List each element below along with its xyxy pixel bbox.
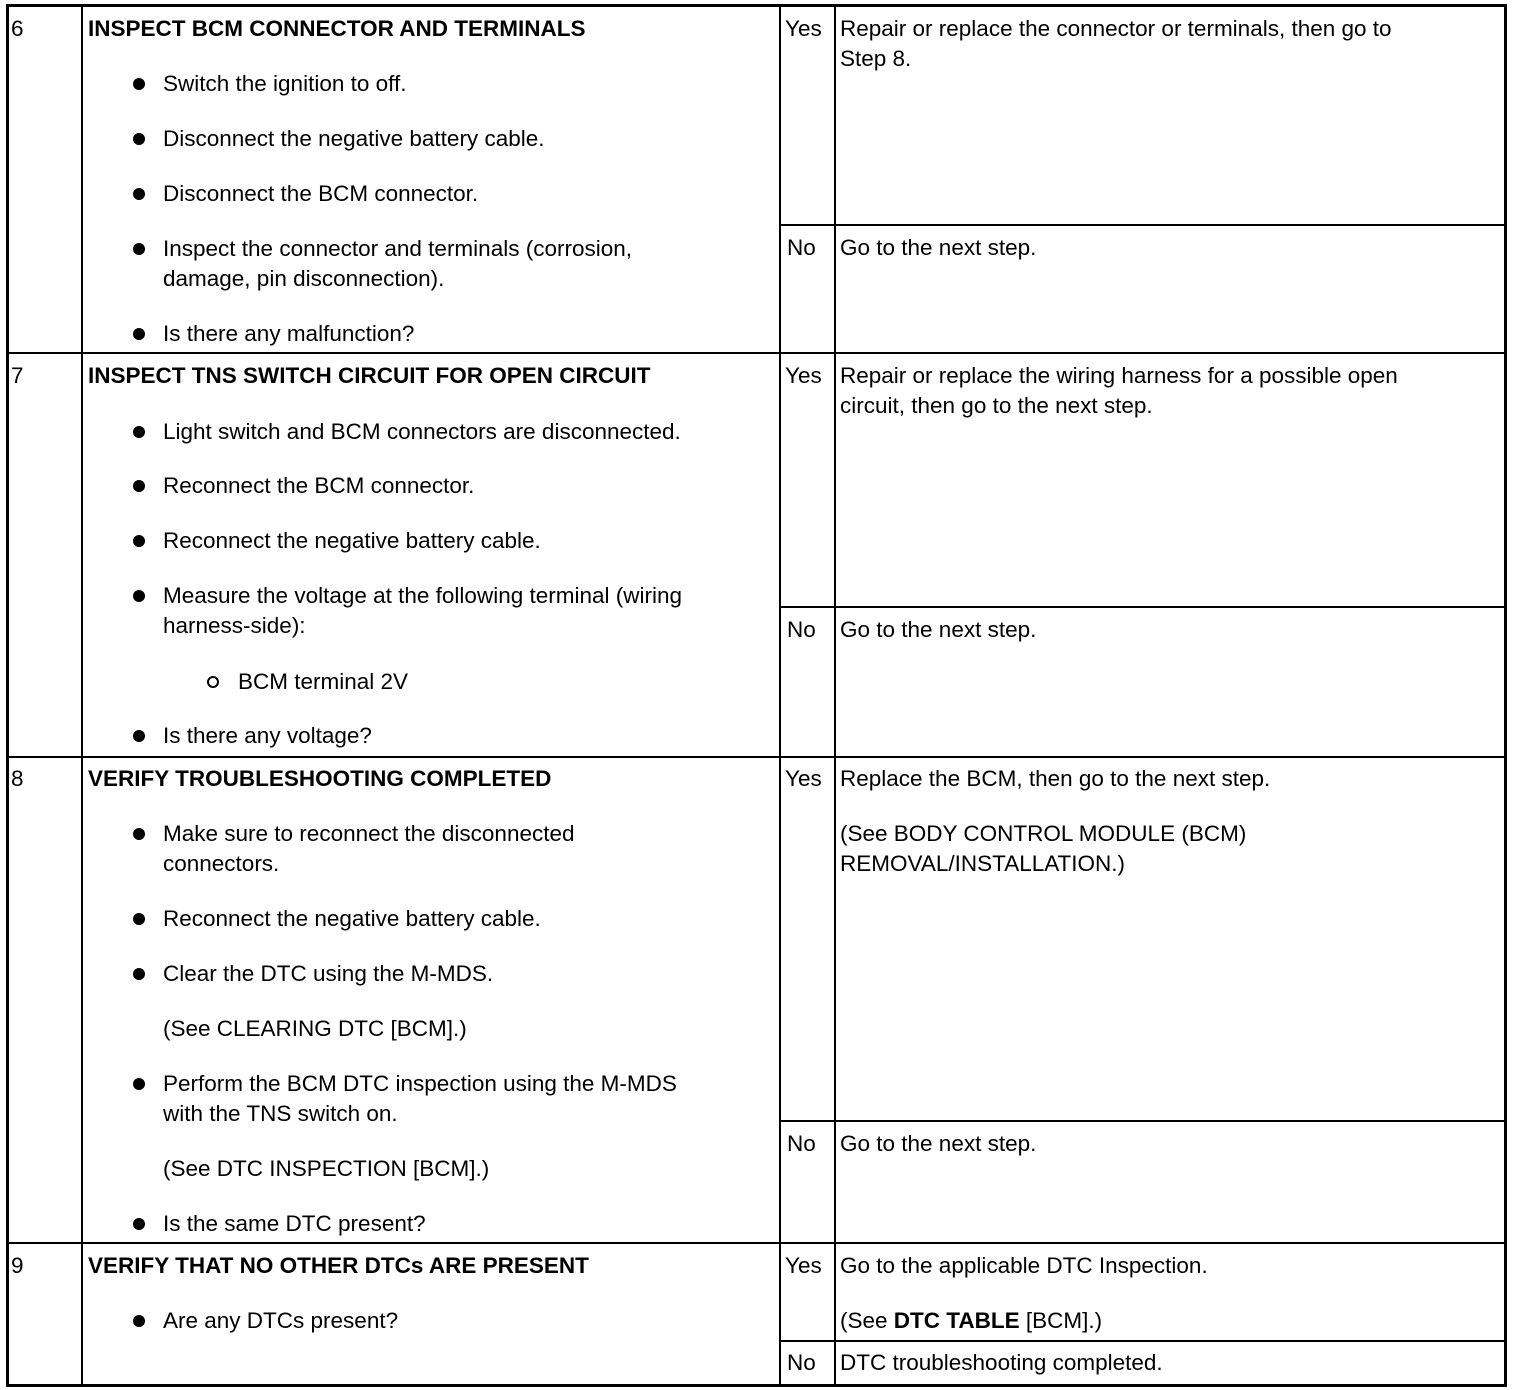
yes-label: Yes bbox=[785, 363, 822, 388]
step-title: VERIFY THAT NO OTHER DTCs ARE PRESENT bbox=[88, 1253, 589, 1278]
step-number: 7 bbox=[11, 363, 24, 388]
bullet-icon bbox=[133, 1315, 145, 1327]
bullet-icon bbox=[133, 1078, 145, 1090]
step-title: VERIFY TROUBLESHOOTING COMPLETED bbox=[88, 766, 552, 791]
instruction: Clear the DTC using the M-MDS. bbox=[163, 961, 494, 986]
yes-label: Yes bbox=[785, 1253, 822, 1278]
no-action: DTC troubleshooting completed. bbox=[840, 1350, 1163, 1375]
instruction: Reconnect the negative battery cable. bbox=[163, 906, 541, 931]
instruction-cont: with the TNS switch on. bbox=[163, 1101, 398, 1126]
instruction-cont: damage, pin disconnection). bbox=[163, 266, 445, 291]
yes-action-cont: Step 8. bbox=[840, 46, 912, 71]
bullet-icon bbox=[133, 913, 145, 925]
instruction: Perform the BCM DTC inspection using the M-MDS bbox=[163, 1071, 677, 1096]
question: Is there any voltage? bbox=[163, 723, 372, 748]
bullet-icon bbox=[133, 328, 145, 340]
bullet-icon bbox=[133, 730, 145, 742]
ref-prefix: (See bbox=[840, 1308, 894, 1333]
instruction: Disconnect the negative battery cable. bbox=[163, 126, 545, 151]
yes-no-divider bbox=[779, 224, 1507, 226]
yes-no-divider bbox=[779, 1340, 1507, 1342]
col-divider bbox=[81, 4, 83, 1387]
question: Is there any malfunction? bbox=[163, 321, 415, 346]
yes-action: Go to the applicable DTC Inspection. bbox=[840, 1253, 1208, 1278]
sub-bullet-icon bbox=[207, 676, 219, 688]
bullet-icon bbox=[133, 78, 145, 90]
yes-no-divider bbox=[779, 606, 1507, 608]
no-action: Go to the next step. bbox=[840, 617, 1037, 642]
row-divider bbox=[6, 352, 1507, 354]
question: Is the same DTC present? bbox=[163, 1211, 426, 1236]
instruction: Reconnect the BCM connector. bbox=[163, 473, 475, 498]
step-number: 9 bbox=[11, 1253, 24, 1278]
row-divider bbox=[6, 756, 1507, 758]
bullet-icon bbox=[133, 1218, 145, 1230]
yes-no-divider bbox=[779, 1120, 1507, 1122]
reference-link[interactable]: (See BODY CONTROL MODULE (BCM) bbox=[840, 821, 1247, 846]
step-title: INSPECT TNS SWITCH CIRCUIT FOR OPEN CIRCUIT bbox=[88, 363, 651, 388]
instruction-cont: connectors. bbox=[163, 851, 280, 876]
row-divider bbox=[6, 1242, 1507, 1244]
no-action: Go to the next step. bbox=[840, 235, 1037, 260]
no-action: Go to the next step. bbox=[840, 1131, 1037, 1156]
terminal-item: BCM terminal 2V bbox=[238, 669, 409, 694]
reference-link[interactable] bbox=[840, 1306, 1102, 1336]
yes-action: Repair or replace the connector or terminals, then go to bbox=[840, 16, 1392, 41]
yes-action-cont: circuit, then go to the next step. bbox=[840, 393, 1153, 418]
step-title: INSPECT BCM CONNECTOR AND TERMINALS bbox=[88, 16, 586, 41]
bullet-icon bbox=[133, 828, 145, 840]
reference-link-cont[interactable]: REMOVAL/INSTALLATION.) bbox=[840, 851, 1126, 876]
yes-label: Yes bbox=[785, 766, 822, 791]
no-label: No bbox=[787, 1131, 816, 1156]
bullet-icon bbox=[133, 188, 145, 200]
no-label: No bbox=[787, 235, 816, 260]
ref-target[interactable]: DTC TABLE bbox=[893, 1308, 1020, 1333]
step-number: 8 bbox=[11, 766, 24, 791]
question: Are any DTCs present? bbox=[163, 1308, 399, 1333]
yes-action: Repair or replace the wiring harness for a possible open bbox=[840, 363, 1398, 388]
ref-suffix: [BCM].) bbox=[1019, 1308, 1103, 1333]
instruction: Measure the voltage at the following terminal (wiring bbox=[163, 583, 683, 608]
instruction: Inspect the connector and terminals (corrosion, bbox=[163, 236, 632, 261]
no-label: No bbox=[787, 1350, 816, 1375]
yes-action: Replace the BCM, then go to the next step. bbox=[840, 766, 1271, 791]
instruction: Make sure to reconnect the disconnected bbox=[163, 821, 575, 846]
bullet-icon bbox=[133, 968, 145, 980]
no-label: No bbox=[787, 617, 816, 642]
instruction: Switch the ignition to off. bbox=[163, 71, 407, 96]
bullet-icon bbox=[133, 590, 145, 602]
bullet-icon bbox=[133, 133, 145, 145]
col-divider bbox=[834, 4, 836, 1387]
reference-link[interactable]: (See DTC INSPECTION [BCM].) bbox=[163, 1156, 490, 1181]
yes-label: Yes bbox=[785, 16, 822, 41]
col-divider bbox=[779, 4, 781, 1387]
bullet-icon bbox=[133, 480, 145, 492]
instruction-cont: harness-side): bbox=[163, 613, 306, 638]
instruction: Disconnect the BCM connector. bbox=[163, 181, 479, 206]
bullet-icon bbox=[133, 243, 145, 255]
instruction: Reconnect the negative battery cable. bbox=[163, 528, 541, 553]
bullet-icon bbox=[133, 535, 145, 547]
step-number: 6 bbox=[11, 16, 24, 41]
instruction: Light switch and BCM connectors are disconnected. bbox=[163, 419, 681, 444]
bullet-icon bbox=[133, 426, 145, 438]
reference-link[interactable]: (See CLEARING DTC [BCM].) bbox=[163, 1016, 467, 1041]
